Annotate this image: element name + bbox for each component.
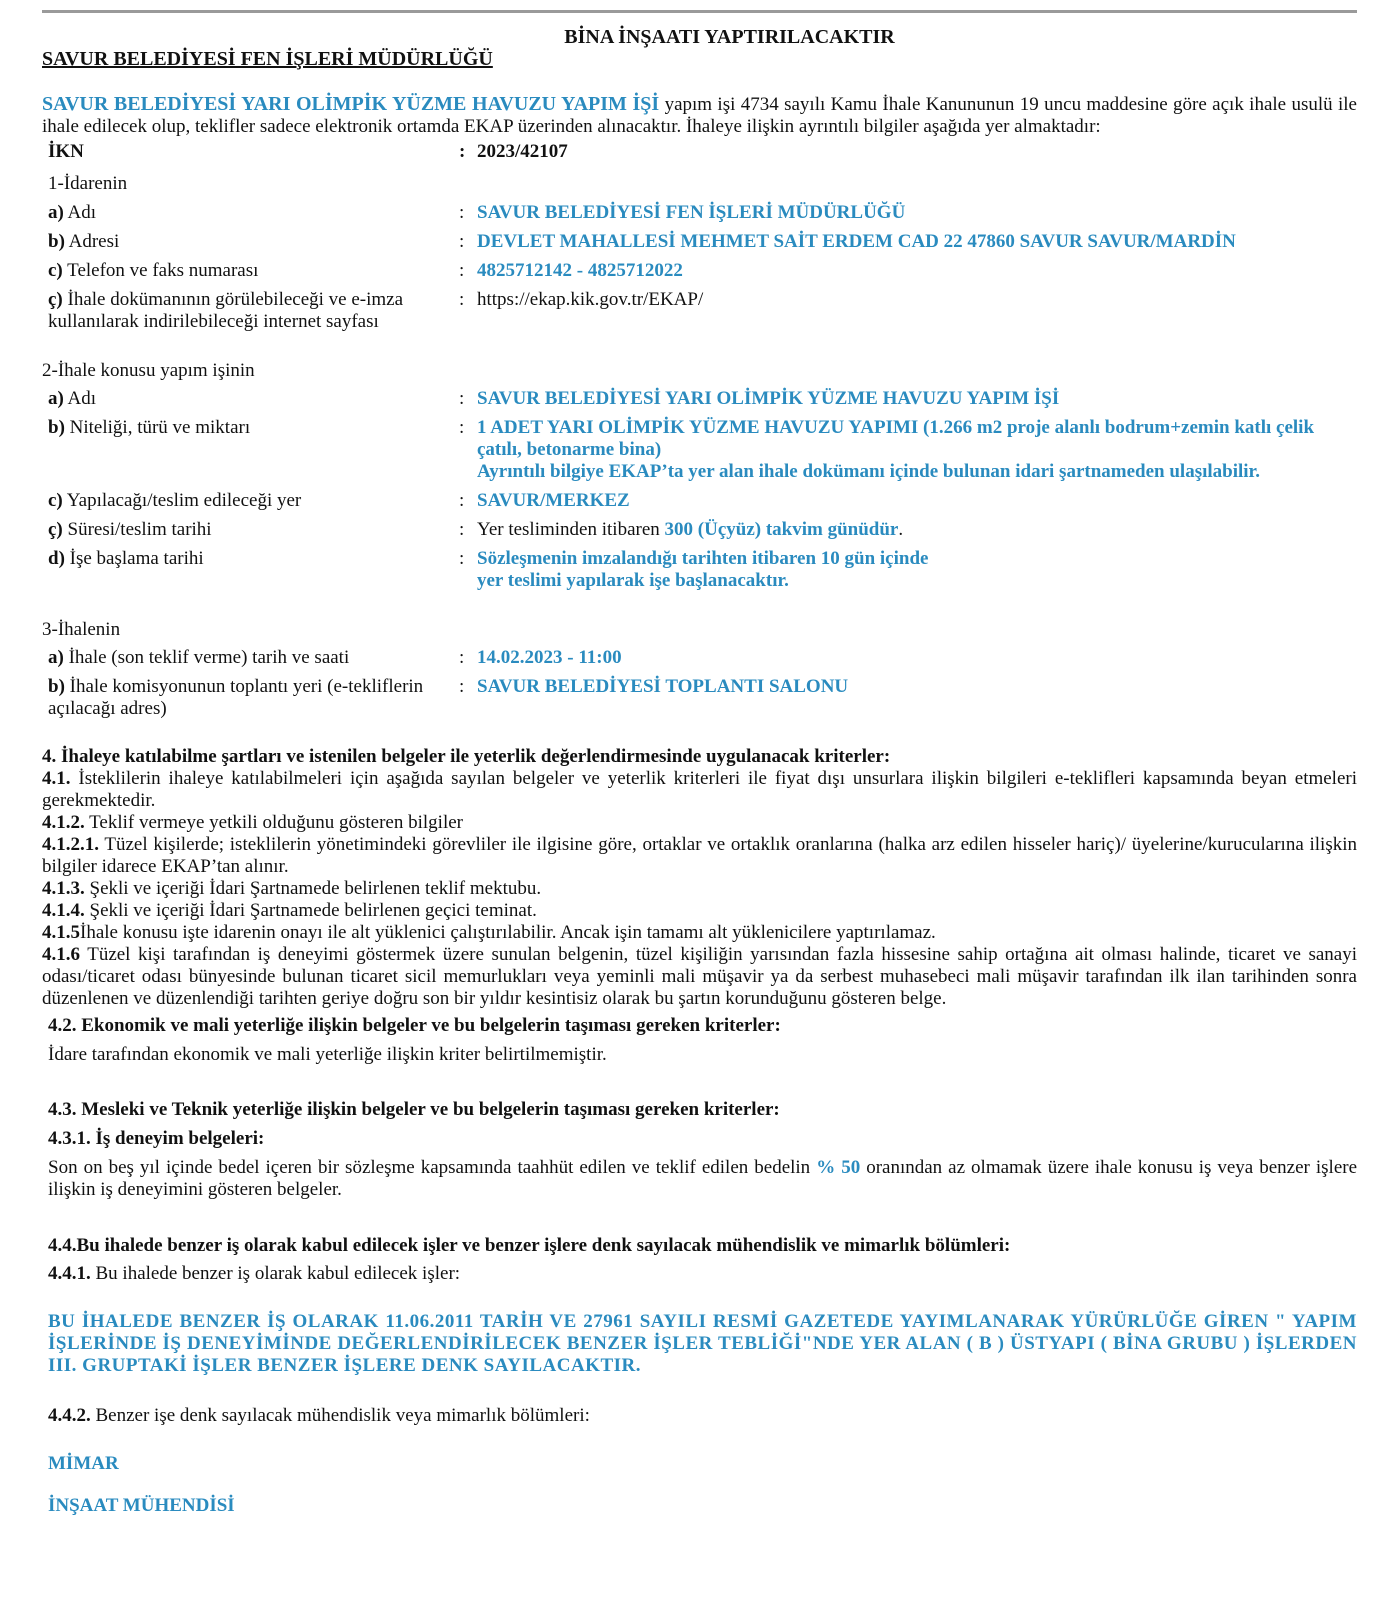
row-key: b) bbox=[48, 231, 65, 252]
row-key: a) bbox=[48, 647, 64, 668]
row-label: Adresi bbox=[64, 231, 120, 252]
colon: : bbox=[459, 289, 465, 310]
row-label: Süresi/teslim tarihi bbox=[62, 519, 212, 540]
colon: : bbox=[459, 490, 465, 511]
idare-c-label bbox=[48, 260, 453, 282]
clause-text: Tüzel kişilerde; isteklilerin yönetimindeki görevliler ile ilgisine göre, ortaklar ve ortaklık oranlarına (halka arz edilen hisseler hariç)/ üyelerine/kurucularına ilişkin bilgiler idarece EKAP’tan alınır. bbox=[42, 834, 1357, 877]
clause-text: Tüzel kişi tarafından iş deneyimi göstermek üzere sunulan belgenin, tüzel kişiliğin yarısından fazla hissesine sahip ortağına ait olması halinde, ticaret ve sanayi odası/ticaret odası bünyesinde bulunan ticaret sicil memurlukları veya yeminli mali müşavir ya da serbest muhasebeci mali müşavir tarafından ilk ilan tarihinden sonra düzenlenen ve düzenlendiği tarihten geriye doğru son bir yıldır kesintisiz olarak bu şartın korunduğunu gösteren belge. bbox=[42, 944, 1357, 1009]
row-label: Yapılacağı/teslim edileceği yer bbox=[62, 490, 302, 511]
row-key: b) bbox=[48, 676, 65, 697]
colon: : bbox=[459, 676, 465, 697]
row-key: ç) bbox=[48, 519, 63, 540]
criteria-4-1-2-1 bbox=[42, 834, 1357, 878]
duration-prefix: Yer tesliminden itibaren bbox=[477, 519, 665, 540]
colon: : bbox=[459, 519, 465, 540]
row-label: Adı bbox=[63, 388, 97, 409]
colon: : bbox=[459, 388, 465, 409]
ihale-datetime-value: 14.02.2023 - 11:00 bbox=[477, 647, 622, 668]
clause-text: İsteklilerin ihaleye katılabilmeleri için aşağıda sayılan belgeler ve yeterlik kriterleri ile fiyat dışı unsurlara ilişkin bilgileri e-teklifleri kapsamında beyan etmeleri gerekmektedir. bbox=[42, 768, 1357, 811]
konu-start-value bbox=[477, 548, 1357, 592]
clause-number: 4.1.2. bbox=[42, 812, 85, 833]
clause-text: Teklif vermeye yetkili olduğunu gösteren bilgiler bbox=[84, 812, 463, 833]
konu-a-label bbox=[48, 388, 453, 410]
idare-b-label bbox=[48, 231, 453, 253]
criteria-4-3-1-text bbox=[48, 1157, 1357, 1201]
start-line-2: yer teslimi yapılarak işe başlanacaktır. bbox=[477, 570, 789, 591]
konu-location-value: SAVUR/MERKEZ bbox=[477, 490, 630, 511]
clause-text: Benzer işe denk sayılacak mühendislik veya mimarlık bölümleri: bbox=[90, 1405, 590, 1426]
department-civil-engineer: İNŞAAT MÜHENDİSİ bbox=[48, 1495, 235, 1516]
duration-days: 300 (Üçyüz) takvim günüdür bbox=[664, 519, 899, 540]
criteria-4-2-text: İdare tarafından ekonomik ve mali yeterliğe ilişkin kriter belirtilmemiştir. bbox=[48, 1044, 607, 1065]
criteria-4-1-6 bbox=[42, 944, 1357, 1010]
row-key: c) bbox=[48, 490, 63, 511]
clause-text: İhale konusu işte idarenin onayı ile alt yüklenici çalıştırılabilir. Ancak işin tamamı alt yüklenicilere yaptırılamaz. bbox=[80, 922, 936, 943]
intro-paragraph bbox=[42, 93, 1357, 138]
criteria-4-1-5 bbox=[42, 922, 1357, 944]
intro-project-name: SAVUR BELEDİYESİ YARI OLİMPİK YÜZME HAVUZU YAPIM İŞİ bbox=[42, 93, 660, 115]
page-title: BİNA İNŞAATI YAPTIRILACAKTIR bbox=[564, 26, 895, 48]
idare-name-value: SAVUR BELEDİYESİ FEN İŞLERİ MÜDÜRLÜĞÜ bbox=[477, 202, 906, 223]
clause-number: 4.4.2. bbox=[48, 1405, 91, 1426]
clause-number: 4.4.1. bbox=[48, 1263, 91, 1284]
colon: : bbox=[459, 647, 465, 668]
row-label: Adı bbox=[63, 202, 97, 223]
konu-b-label bbox=[48, 417, 453, 439]
criteria-4-4-2 bbox=[48, 1405, 1357, 1427]
row-label: İhale dokümanının görülebileceği ve e-imza kullanılarak indirilebileceği internet sayfası bbox=[48, 289, 404, 332]
clause-number: 4.1.6 bbox=[42, 944, 80, 965]
row-key: c) bbox=[48, 260, 63, 281]
konu-d-label bbox=[48, 548, 453, 570]
ekap-link[interactable]: https://ekap.kik.gov.tr/EKAP/ bbox=[477, 289, 704, 310]
idare-a-label bbox=[48, 202, 453, 224]
ihale-b-label bbox=[48, 676, 453, 720]
konu-nature-value bbox=[477, 417, 1357, 483]
row-label: İhale (son teklif verme) tarih ve saati bbox=[63, 647, 350, 668]
ikn-value: 2023/42107 bbox=[477, 141, 568, 162]
ihale-venue-value: SAVUR BELEDİYESİ TOPLANTI SALONU bbox=[477, 676, 849, 697]
start-line-1: Sözleşmenin imzalandığı tarihten itibaren 10 gün içinde bbox=[477, 548, 929, 569]
top-divider bbox=[42, 10, 1357, 13]
criteria-4-2-title: 4.2. Ekonomik ve mali yeterliğe ilişkin belgeler ve bu belgelerin taşıması gereken kriterler: bbox=[48, 1015, 781, 1036]
department-architect: MİMAR bbox=[48, 1453, 119, 1474]
row-key: a) bbox=[48, 202, 64, 223]
idare-cc-label bbox=[48, 289, 453, 333]
criteria-4-3-1-title: 4.3.1. İş deneyim belgeleri: bbox=[48, 1128, 265, 1149]
konu-nature-note: Ayrıntılı bilgiye EKAP’ta yer alan ihale dokümanı içinde bulunan idari şartnameden ulaşılabilir. bbox=[477, 461, 1260, 482]
konu-nature-line: 1 ADET YARI OLİMPİK YÜZME HAVUZU YAPIMI (1.266 m2 proje alanlı bodrum+zemin katlı çelik çatılı, betonarme bina) bbox=[477, 417, 1315, 460]
similar-works-value: BU İHALEDE BENZER İŞ OLARAK 11.06.2011 TARİH VE 27961 SAYILI RESMİ GAZETEDE YAYIMLANARAK YÜRÜRLÜĞE GİREN " YAPIM İŞLERİNDE İŞ DENEYİMİNDE DEĞERLENDİRİLECEK BENZER İŞLER TEBLİĞİ"NDE YER ALAN ( B ) ÜSTYAPI ( BİNA GRUBU ) İŞLERDEN III. GRUPTAKİ İŞLER BENZER İŞLERE DENK SAYILACAKTIR. bbox=[48, 1311, 1357, 1376]
colon: : bbox=[459, 202, 465, 223]
experience-text: Son on beş yıl içinde bedel içeren bir sözleşme kapsamında taahhüt edilen ve teklif edilen bedelin bbox=[48, 1157, 817, 1178]
clause-number: 4.1.2.1. bbox=[42, 834, 99, 855]
clause-text: Şekli ve içeriği İdari Şartnamede belirlenen geçici teminat. bbox=[84, 900, 537, 921]
clause-text: Şekli ve içeriği İdari Şartnamede belirlenen teklif mektubu. bbox=[84, 878, 542, 899]
experience-text-end: oranından az olmamak üzere ihale konusu iş veya benzer işlere ilişkin iş deneyimini gösteren belgeler. bbox=[48, 1157, 1358, 1200]
row-key: d) bbox=[48, 548, 65, 569]
intro-text: yapım işi 4734 sayılı Kamu İhale Kanununun 19 uncu maddesine göre açık ihale usulü ile ihale edilecek olup, teklifler sadece elektronik ortamda EKAP üzerinden alınacaktır. İhaleye ilişkin ayrıntılı bilgiler aşağıda yer almaktadır: bbox=[42, 94, 1357, 137]
konu-name-value: SAVUR BELEDİYESİ YARI OLİMPİK YÜZME HAVUZU YAPIM İŞİ bbox=[477, 388, 1060, 409]
clause-number: 4.1.4. bbox=[42, 900, 85, 921]
criteria-4-1-2 bbox=[42, 812, 1357, 834]
section-3-heading: 3-İhalenin bbox=[42, 619, 121, 640]
ihale-a-label bbox=[48, 647, 453, 669]
row-key: b) bbox=[48, 417, 65, 438]
criteria-4-1-4 bbox=[42, 900, 1357, 922]
row-key: a) bbox=[48, 388, 64, 409]
konu-duration-value bbox=[477, 519, 1357, 541]
criteria-4-3-title: 4.3. Mesleki ve Teknik yeterliğe ilişkin belgeler ve bu belgelerin taşıması gereken kriterler: bbox=[48, 1099, 780, 1120]
row-key: ç) bbox=[48, 289, 63, 310]
row-label: İşe başlama tarihi bbox=[64, 548, 204, 569]
clause-number: 4.1. bbox=[42, 768, 71, 789]
criteria-title: 4. İhaleye katılabilme şartları ve istenilen belgeler ile yeterlik değerlendirmesinde uygulanacak kriterler: bbox=[42, 746, 891, 767]
row-label: Telefon ve faks numarası bbox=[62, 260, 259, 281]
section-1-heading: 1-İdarenin bbox=[48, 173, 128, 194]
clause-number: 4.1.3. bbox=[42, 878, 85, 899]
row-label: İhale komisyonunun toplantı yeri (e-tekliflerin açılacağı adres) bbox=[48, 676, 424, 719]
ikn-label: İKN bbox=[48, 141, 84, 162]
criteria-4-1-3 bbox=[42, 878, 1357, 900]
row-label: Niteliği, türü ve miktarı bbox=[64, 417, 251, 438]
criteria-4-4-1 bbox=[48, 1263, 1357, 1285]
office-heading: SAVUR BELEDİYESİ FEN İŞLERİ MÜDÜRLÜĞÜ bbox=[42, 48, 493, 70]
section-2-heading: 2-İhale konusu yapım işinin bbox=[42, 360, 255, 381]
experience-percent: % 50 bbox=[816, 1157, 861, 1178]
colon: : bbox=[459, 141, 466, 162]
idare-phone-value: 4825712142 - 4825712022 bbox=[477, 260, 683, 281]
criteria-4-4-title: 4.4.Bu ihalede benzer iş olarak kabul edilecek işler ve benzer işlere denk sayılacak mühendislik ve mimarlık bölümleri: bbox=[48, 1235, 1011, 1256]
colon: : bbox=[459, 548, 465, 569]
colon: : bbox=[459, 417, 465, 438]
konu-c-label bbox=[48, 490, 453, 512]
konu-cc-label bbox=[48, 519, 453, 541]
clause-number: 4.1.5 bbox=[42, 922, 80, 943]
duration-suffix: . bbox=[898, 519, 904, 540]
criteria-4-1 bbox=[42, 768, 1357, 812]
idare-address-value: DEVLET MAHALLESİ MEHMET SAİT ERDEM CAD 22 47860 SAVUR SAVUR/MARDİN bbox=[477, 231, 1236, 252]
colon: : bbox=[459, 260, 465, 281]
clause-text: Bu ihalede benzer iş olarak kabul edilecek işler: bbox=[90, 1263, 461, 1284]
colon: : bbox=[459, 231, 465, 252]
